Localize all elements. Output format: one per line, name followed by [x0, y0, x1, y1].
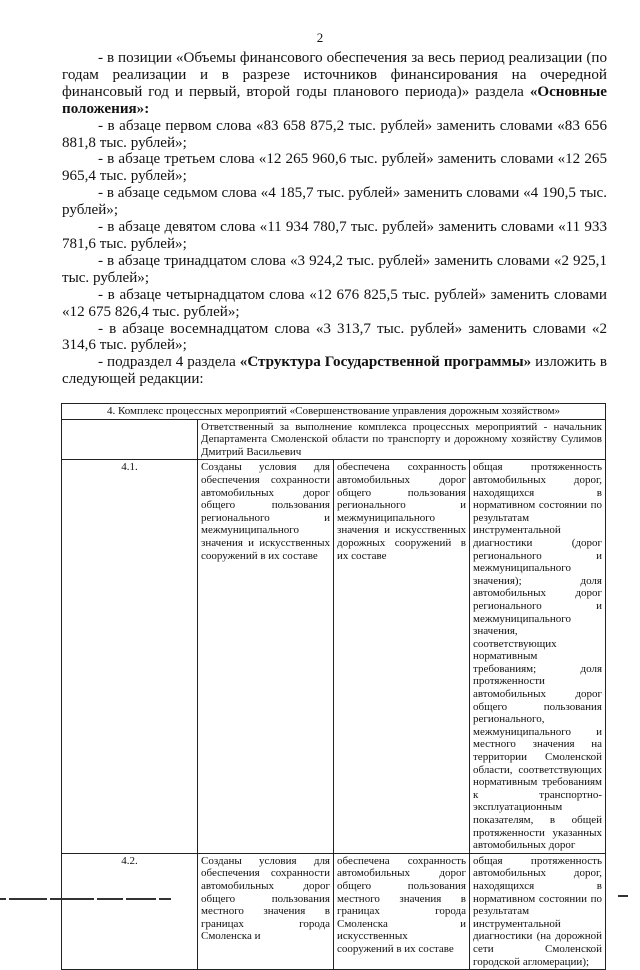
paragraph-text: - подраздел 4 раздела [98, 354, 240, 371]
paragraph-tail: изложить в следующей редакции: [62, 354, 607, 388]
paragraph-subsection [62, 354, 607, 388]
scan-edge-tick [618, 895, 628, 897]
row-task: Созданы условия для обеспечения сохранности автомобильных дорог общего пользования местного значения в границах города Смоленска и [198, 853, 334, 969]
page-number: 2 [316, 30, 324, 45]
table-responsible-row [62, 419, 606, 460]
paragraph-text: - в позиции «Объемы финансового обеспечения за весь период реализации (по годам реализации и в разрезе источников финансирования на очередной финансовый год и первый, второй годы планового периода)» раздела [62, 50, 607, 100]
row-indicator: общая протяженность автомобильных дорог, находящихся в нормативном состоянии по результатам инструментальной диагностики (на дорожной сети Смоленской городской агломерации); [470, 853, 606, 969]
row-effect: обеспечена сохранность автомобильных дорог общего пользования местного значения в границах города Смоленска и искусственных сооружений в их составе [334, 853, 470, 969]
row-number: 4.2. [62, 853, 198, 969]
bold-colon: : [144, 100, 150, 117]
table-empty-cell [62, 419, 198, 460]
document-body [62, 50, 607, 388]
scan-edge-mark [0, 898, 640, 900]
row-number: 4.1. [62, 460, 198, 853]
paragraph-item: - в абзаце четырнадцатом слова «12 676 825,5 тыс. рублей» заменить словами «12 675 826,4 тыс. рублей»; [62, 286, 607, 320]
paragraph-item: - в абзаце восемнадцатом слова «3 313,7 тыс. рублей» заменить словами «2 314,6 тыс. рублей»; [62, 320, 607, 354]
table-responsible: Ответственный за выполнение комплекса процессных мероприятий - начальник Департамента Смоленской области по транспорту и дорожному хозяйству Сулимов Дмитрий Васильевич [198, 419, 606, 460]
table-row [62, 460, 606, 853]
paragraph-item: - в абзаце третьем слова «12 265 960,6 тыс. рублей» заменить словами «12 265 965,4 тыс. рублей»; [62, 151, 607, 185]
paragraph-item: - в абзаце девятом слова «11 934 780,7 тыс. рублей» заменить словами «11 933 781,6 тыс. рублей»; [62, 219, 607, 252]
bold-section-title: «Основные положения» [62, 83, 607, 117]
table-header-row [62, 404, 606, 420]
paragraph-item: - в абзаце седьмом слова «4 185,7 тыс. рублей» заменить словами «4 190,5 тыс. рублей»; [62, 185, 607, 219]
bold-section-title: «Структура Государственной программы» [239, 354, 532, 371]
paragraph-item: - в абзаце тринадцатом слова «3 924,2 тыс. рублей» заменить словами «2 925,1 тыс. рублей»; [62, 252, 607, 286]
paragraph-item: - в абзаце первом слова «83 658 875,2 тыс. рублей» заменить словами «83 656 881,8 тыс. рублей»; [62, 117, 607, 151]
row-task: Созданы условия для обеспечения сохранности автомобильных дорог общего пользования регионального и межмуниципального значения и искусственных сооружений в их составе [198, 460, 334, 853]
table-header: 4. Комплекс процессных мероприятий «Совершенствование управления дорожным хозяйством» [62, 404, 606, 420]
table-row [62, 853, 606, 969]
row-indicator: общая протяженность автомобильных дорог, находящихся в нормативном состоянии по результатам инструментальной диагностики (дорог регионального и межмуниципального значения); доля автомобильных дорог регионального и межмуниципального значения, соответствующих нормативным требованиям; доля протяженности автомобильных дорог общего пользования регионального, межмуниципального и местного значения на территории Смоленской области, соответствующих нормативным требованиям к транспортно-эксплуатационным показателям, в общей протяженности указанных автомобильных дорог [470, 460, 606, 853]
paragraph-position [62, 50, 607, 118]
program-table [61, 403, 606, 970]
row-effect: обеспечена сохранность автомобильных дорог общего пользования регионального и межмуниципального значения и искусственных дорожных сооружений в их составе [334, 460, 470, 853]
